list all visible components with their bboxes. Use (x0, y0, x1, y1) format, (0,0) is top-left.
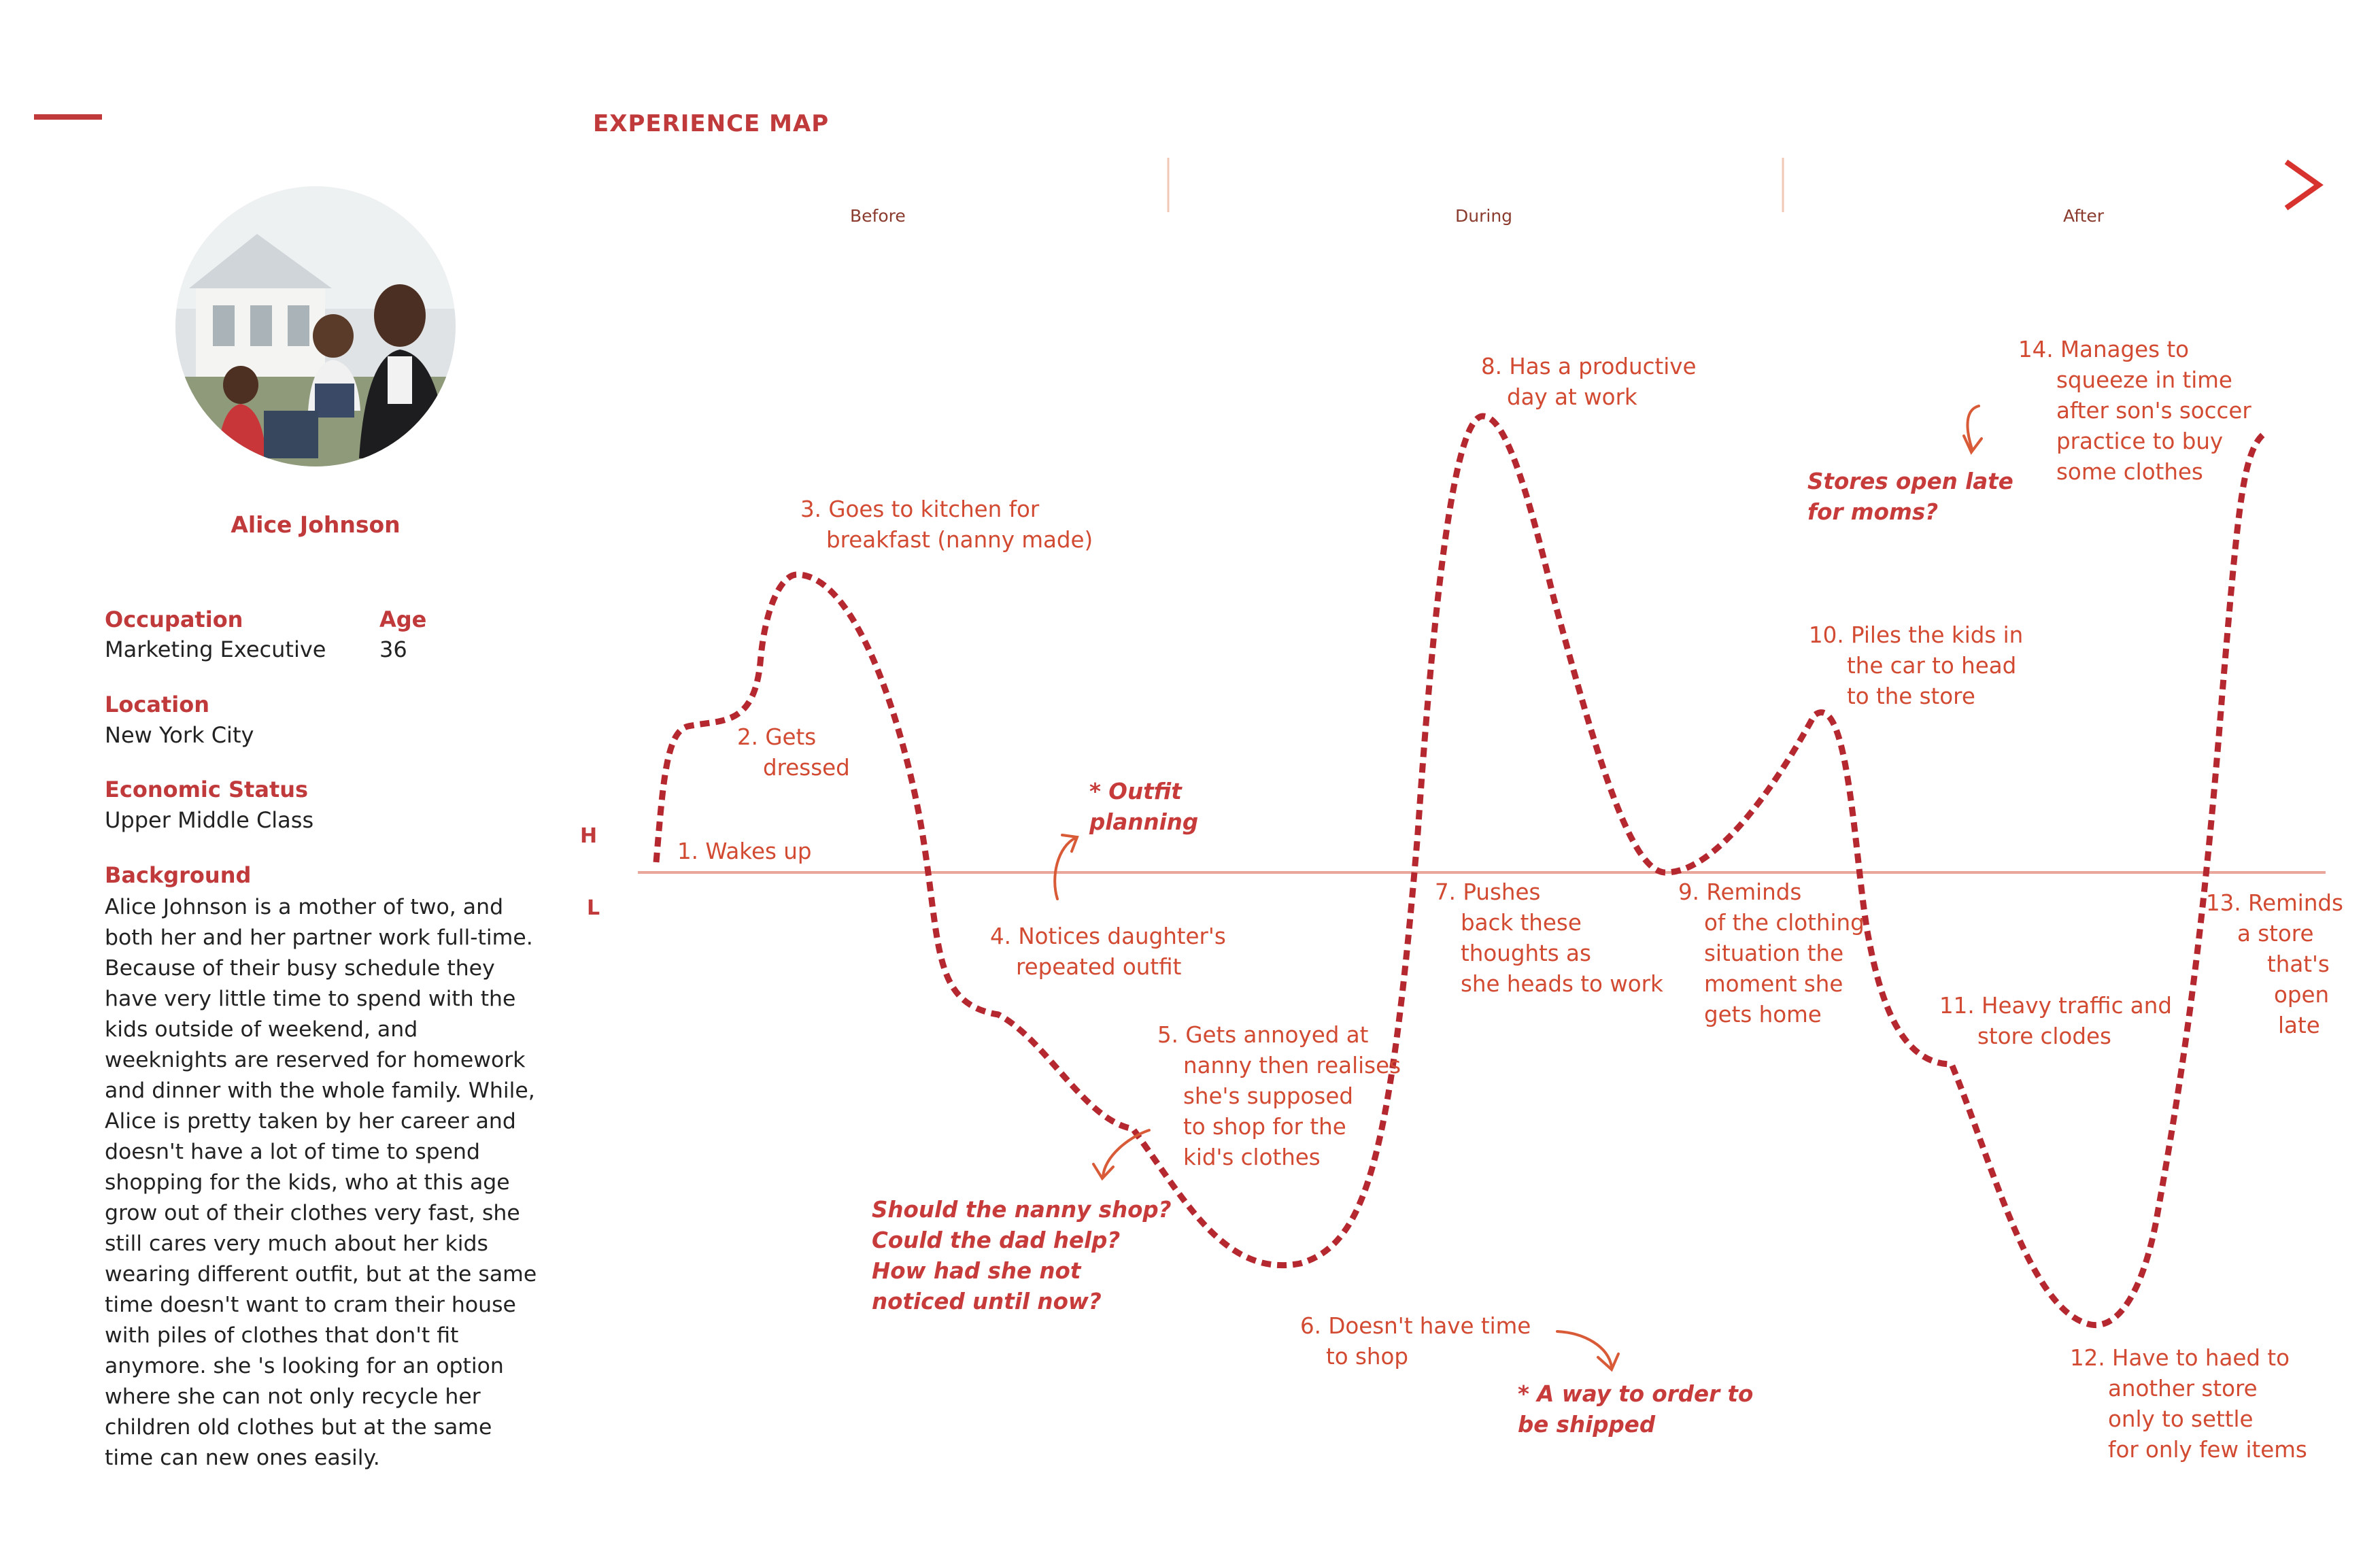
step-12: 12. Have to haed to another store only to settle for only few items (2070, 1345, 2307, 1463)
note-outfit-planning: * Outfit planning (1089, 779, 1199, 835)
phase-before: Before (850, 206, 906, 226)
phase-after: After (2063, 206, 2105, 226)
step-8: 8. Has a productive day at work (1481, 354, 1697, 410)
persona-name: Alice Johnson (231, 511, 401, 538)
step-5: 5. Gets annoyed at nanny then realises she's supposed to shop for the kid's clothes (1157, 1022, 1401, 1170)
axis-high-label: H (580, 824, 598, 848)
step-3: 3. Goes to kitchen for breakfast (nanny made) (800, 496, 1093, 553)
step-13: 13. Reminds a store that's open late (2206, 890, 2343, 1038)
timeline-arrow (639, 158, 2319, 212)
axis-low-label: L (587, 896, 600, 920)
step-9: 9. Reminds of the clothing situation the moment she gets home (1678, 879, 1865, 1027)
occupation-value: Marketing Executive (105, 636, 326, 662)
economic-status-label: Economic Status (105, 777, 309, 802)
page-title: EXPERIENCE MAP (593, 110, 830, 137)
note-order-shipped: * A way to order to be shipped (1518, 1381, 1754, 1438)
step-4: 4. Notices daughter's repeated outfit (990, 923, 1226, 980)
background-text: Alice Johnson is a mother of two, and both her and her partner work full-time. Because of their busy schedule they have very little time to spend with the kids outside of weekend, and weeknights are reserved for homework and dinner with the whole family. While, Alice is pretty taken by her career and doesn't have a lot of time to spend shopping for the kids, who at this age grow out of their clothes very fast, she still cares very much about her kids wearing different outfit, but at the same time doesn't want to cram their house with piles of clothes that don't fit anymore. she 's looking for an option where she can not only recycle her children old clothes but at the same time can new ones easily. (105, 895, 537, 1470)
location-value: New York City (105, 722, 254, 748)
note-nanny-questions: Should the nanny shop? Could the dad help? How had she not noticed until now? (872, 1197, 1172, 1314)
age-value: 36 (379, 636, 407, 662)
location-label: Location (105, 692, 209, 717)
step-10: 10. Piles the kids in the car to head to the store (1809, 622, 2024, 709)
step-6: 6. Doesn't have time to shop (1300, 1313, 1531, 1370)
phase-during: During (1455, 206, 1513, 226)
background-label: Background (105, 862, 252, 888)
economic-status-value: Upper Middle Class (105, 807, 314, 833)
step-7: 7. Pushes back these thoughts as she heads to work (1435, 879, 1663, 997)
occupation-label: Occupation (105, 607, 243, 632)
note-stores-open-late: Stores open late for moms? (1807, 469, 2013, 525)
step-11: 11. Heavy traffic and store clodes (1939, 993, 2172, 1049)
age-label: Age (379, 607, 427, 632)
step-14: 14. Manages to squeeze in time after son's soccer practice to buy some clothes (2018, 337, 2251, 485)
step-1: 1. Wakes up (677, 838, 812, 864)
step-2: 2. Gets dressed (737, 724, 850, 781)
